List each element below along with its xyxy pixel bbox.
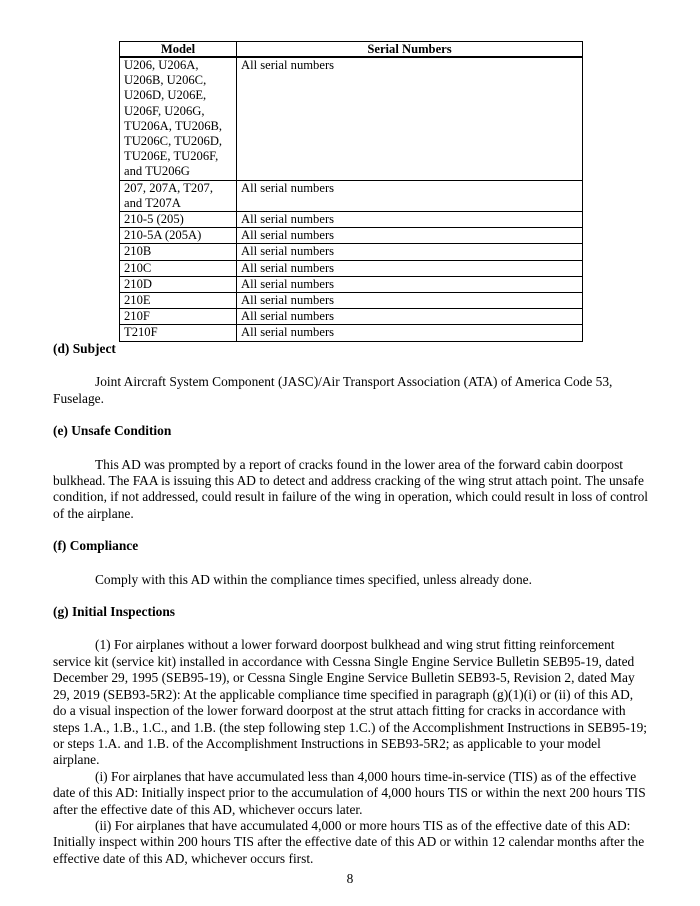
applicability-table (119, 41, 583, 342)
model-column-header: Model (120, 42, 237, 58)
serial-cell: All serial numbers (237, 260, 583, 276)
model-cell: 210B (120, 244, 237, 260)
serial-cell: All serial numbers (237, 228, 583, 244)
model-cell: 210E (120, 293, 237, 309)
applicability-table-container (119, 41, 582, 342)
page-number: 8 (346, 871, 354, 886)
document-body (53, 341, 649, 867)
section-g-paragraph-ii: (ii) For airplanes that have accumulated 4,000 or more hours TIS as of the effective date of this AD: Initially inspect within 200 hours TIS after the effective date of this AD or within 12 calendar months after the effective date of this AD, whichever occurs first. (53, 817, 645, 866)
section-g-paragraph-i: (i) For airplanes that have accumulated less than 4,000 hours time-in-service (TIS) as of the effective date of this AD: Initially inspect prior to the accumulation of 4,000 hours TIS or within the next 200 hours TIS after the effective date of this AD, whichever occurs later. (53, 768, 646, 817)
model-cell: 210D (120, 276, 237, 292)
table-row (120, 260, 583, 276)
serial-cell: All serial numbers (237, 57, 583, 180)
model-cell: 210C (120, 260, 237, 276)
serial-cell: All serial numbers (237, 244, 583, 260)
model-cell: 210-5A (205A) (120, 228, 237, 244)
serial-column-header: Serial Numbers (237, 42, 583, 58)
table-row (120, 244, 583, 260)
section-f-text: Comply with this AD within the compliance times specified, unless already done. (95, 571, 532, 587)
section-g-heading: (g) Initial Inspections (53, 604, 176, 620)
section-d-heading: (d) Subject (53, 341, 116, 356)
serial-cell: All serial numbers (237, 293, 583, 309)
section-g-paragraph-1: (1) For airplanes without a lower forward doorpost bulkhead and wing strut fitting reinforcement service kit (service kit) installed in accordance with Cessna Single Engine Service Bulletin SEB95-19, dated December 29, 1995 (SEB95-19), or Cessna Single Engine Service Bulletin SEB93-5, Revision 2, dated May 29, 2019 (SEB93-5R2): At the applicable compliance time specified in paragraph (g)(1)(i) or (ii) of this AD, do a visual inspection of the lower forward doorpost at the strut attach fitting for cracks in accordance with steps 1.A., 1.B., 1.C., and 1.B. (the step following step 1.C.) of the Accomplishment Instructions in SEB95-19; or steps 1.A. and 1.B. of the Accomplishment Instructions in SEB93-5R2; as applicable to your model airplane. (53, 637, 647, 768)
table-row (120, 276, 583, 292)
serial-cell: All serial numbers (237, 309, 583, 325)
table-row (120, 293, 583, 309)
table-row (120, 228, 583, 244)
serial-cell: All serial numbers (237, 276, 583, 292)
section-d-text: Joint Aircraft System Component (JASC)/Air Transport Association (ATA) of America Code 53, Fuselage. (53, 374, 613, 406)
section-e-heading: (e) Unsafe Condition (53, 423, 172, 439)
serial-cell: All serial numbers (237, 212, 583, 228)
table-row (120, 309, 583, 325)
table-row (120, 325, 583, 341)
table-header-row (120, 42, 583, 58)
section-e-text: This AD was prompted by a report of cracks found in the lower area of the forward cabin doorpost bulkhead. The FAA is issuing this AD to detect and address cracking of the wing strut attach point. The unsafe condition, if not addressed, could result in failure of the wing in operation, which could result in loss of control of the airplane. (53, 456, 649, 521)
section-f-heading: (f) Compliance (53, 538, 139, 554)
table-row (120, 212, 583, 228)
serial-cell: All serial numbers (237, 180, 583, 211)
serial-cell: All serial numbers (237, 325, 583, 341)
model-cell: 210-5 (205) (120, 212, 237, 228)
model-cell: T210F (120, 325, 237, 341)
table-row (120, 57, 583, 180)
model-cell: 210F (120, 309, 237, 325)
model-cell: 207, 207A, T207, and T207A (120, 180, 237, 211)
model-cell: U206, U206A, U206B, U206C, U206D, U206E, U206F, U206G, TU206A, TU206B, TU206C, TU206D, TU206E, TU206F, and TU206G (120, 57, 237, 180)
table-row (120, 180, 583, 211)
